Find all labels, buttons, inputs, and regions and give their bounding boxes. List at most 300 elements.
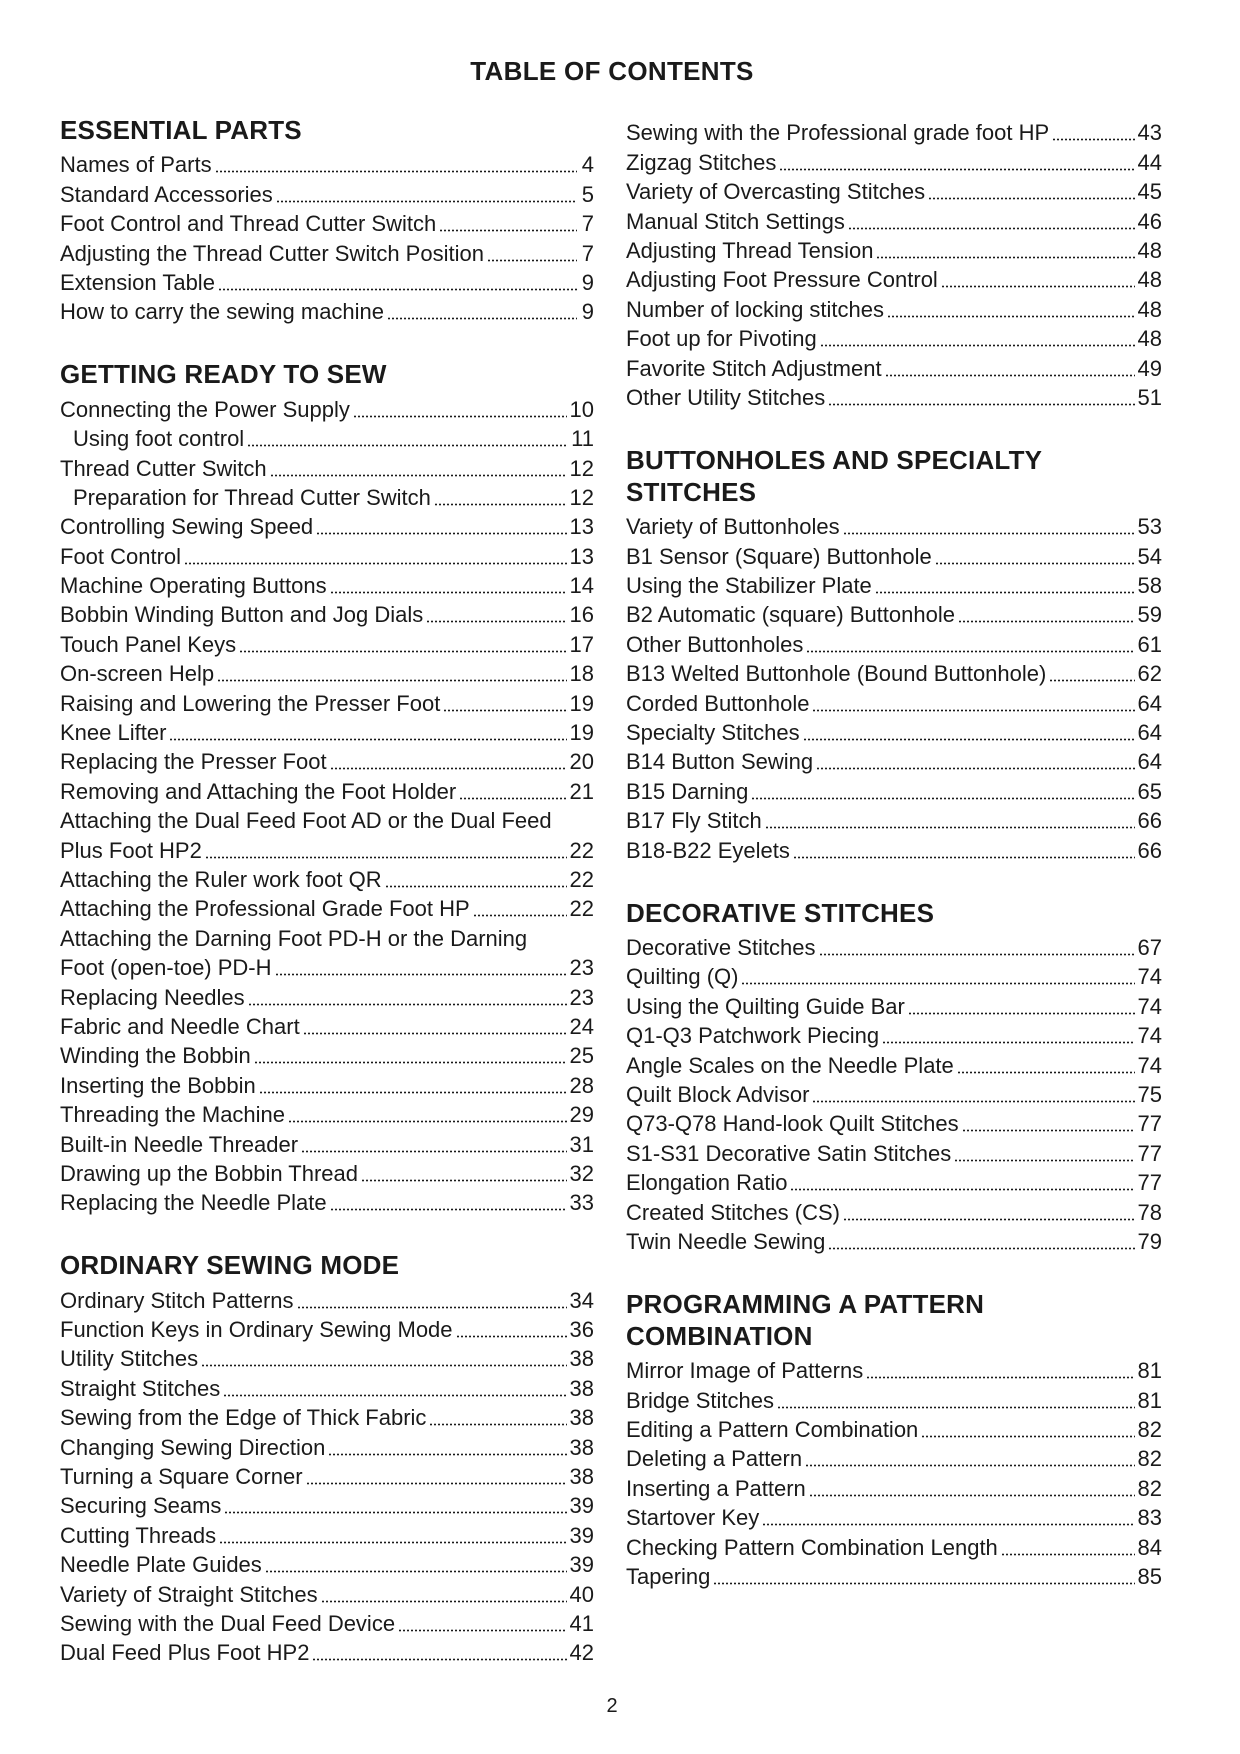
toc-entry[interactable] xyxy=(60,864,594,893)
dot-leader xyxy=(779,168,1134,171)
dot-leader xyxy=(843,532,1135,535)
toc-entry-page: 65 xyxy=(1137,778,1162,804)
dot-leader xyxy=(434,503,567,506)
toc-entry-title: Drawing up the Bobbin Thread xyxy=(60,1160,359,1186)
toc-entry-page: 62 xyxy=(1137,661,1162,687)
dot-leader xyxy=(301,1150,566,1153)
dot-leader xyxy=(1049,679,1134,682)
toc-entry-page: 48 xyxy=(1137,326,1162,352)
toc-entry-title: Touch Panel Keys xyxy=(60,631,237,657)
toc-entry-page: 29 xyxy=(569,1102,594,1128)
toc-entry[interactable] xyxy=(60,1069,594,1098)
toc-entry-title: Twin Needle Sewing xyxy=(626,1228,826,1254)
toc-entry-title: Attaching the Darning Foot PD-H or the Darning xyxy=(60,925,528,951)
toc-entry[interactable] xyxy=(626,1443,1162,1472)
toc-entry[interactable] xyxy=(60,296,594,325)
dot-leader xyxy=(303,1032,567,1035)
toc-entry-title: Mirror Image of Patterns xyxy=(626,1358,864,1384)
toc-entry[interactable] xyxy=(60,237,594,266)
toc-entry[interactable] xyxy=(60,687,594,716)
toc-entry[interactable] xyxy=(60,1519,594,1548)
toc-entry-page: 38 xyxy=(569,1375,594,1401)
dot-leader xyxy=(751,797,1134,800)
section-heading xyxy=(60,358,594,390)
toc-entry-title: Q73-Q78 Hand-look Quilt Stitches xyxy=(626,1111,959,1137)
dot-leader xyxy=(843,1218,1135,1221)
toc-entry-page: 82 xyxy=(1137,1446,1162,1472)
toc-entry-title: Machine Operating Buttons xyxy=(60,573,327,599)
toc-entry-title: Bridge Stitches xyxy=(626,1387,774,1413)
toc-entry-page: 59 xyxy=(1137,602,1162,628)
dot-leader xyxy=(219,1541,566,1544)
dot-leader xyxy=(806,650,1134,653)
toc-entry[interactable] xyxy=(626,1561,1162,1590)
toc-entry-page: 18 xyxy=(569,661,594,687)
toc-entry-title: Removing and Attaching the Foot Holder xyxy=(60,778,457,804)
toc-entry[interactable] xyxy=(60,599,594,628)
toc-entry[interactable] xyxy=(626,1531,1162,1560)
toc-entry-title: Favorite Stitch Adjustment xyxy=(626,355,882,381)
toc-entry-page: 28 xyxy=(569,1072,594,1098)
toc-entry-title: Manual Stitch Settings xyxy=(626,208,845,234)
toc-entry[interactable] xyxy=(626,1137,1162,1166)
toc-entry[interactable] xyxy=(60,1490,594,1519)
dot-leader xyxy=(297,1306,567,1309)
toc-entry-title: Raising and Lowering the Presser Foot xyxy=(60,690,441,716)
toc-entry[interactable] xyxy=(626,264,1162,293)
toc-entry[interactable] xyxy=(60,1343,594,1372)
toc-entry-page: 25 xyxy=(569,1043,594,1069)
toc-entry-title: Sewing from the Edge of Thick Fabric xyxy=(60,1405,427,1431)
dot-leader xyxy=(239,650,566,653)
toc-entry[interactable] xyxy=(626,961,1162,990)
toc-entry-title: Editing a Pattern Combination xyxy=(626,1417,919,1443)
toc-entry[interactable] xyxy=(60,1128,594,1157)
section-heading-line: STITCHES xyxy=(626,476,757,507)
toc-entry[interactable] xyxy=(626,834,1162,863)
toc-entry[interactable] xyxy=(60,1608,594,1637)
toc-entry[interactable] xyxy=(60,1637,594,1666)
toc-entry[interactable] xyxy=(60,452,594,481)
dot-leader xyxy=(1052,138,1134,141)
toc-entry-title: Changing Sewing Direction xyxy=(60,1434,326,1460)
toc-entry-title: Fabric and Needle Chart xyxy=(60,1013,300,1039)
dot-leader xyxy=(330,591,567,594)
toc-entry-line[interactable] xyxy=(60,805,594,834)
toc-entry[interactable] xyxy=(626,235,1162,264)
toc-entry[interactable] xyxy=(60,1431,594,1460)
section-heading-line: DECORATIVE STITCHES xyxy=(626,897,935,928)
toc-entry-page: 43 xyxy=(1137,120,1162,146)
toc-entry[interactable] xyxy=(60,717,594,746)
dot-leader xyxy=(812,709,1134,712)
toc-entry[interactable] xyxy=(626,382,1162,411)
toc-entry-page: 21 xyxy=(569,778,594,804)
toc-entry-title: Using foot control xyxy=(73,426,245,452)
toc-entry[interactable] xyxy=(626,511,1162,540)
dot-leader xyxy=(328,1453,566,1456)
toc-section xyxy=(60,358,594,1216)
dot-leader xyxy=(361,1179,567,1182)
toc-entry[interactable] xyxy=(626,117,1162,146)
toc-entry-title: Winding the Bobbin xyxy=(60,1043,251,1069)
toc-entry-page: 77 xyxy=(1137,1140,1162,1166)
toc-entry-page: 19 xyxy=(569,720,594,746)
section-heading-line: COMBINATION xyxy=(626,1320,813,1351)
toc-entry-page: 19 xyxy=(569,690,594,716)
toc-entry-page: 7 xyxy=(581,211,594,237)
toc-entry[interactable] xyxy=(60,1402,594,1431)
toc-right-column xyxy=(626,117,1162,1590)
section-heading-line: GETTING READY TO SEW xyxy=(60,359,387,390)
section-heading-line: PROGRAMMING A PATTERN xyxy=(626,1288,985,1319)
toc-entry[interactable] xyxy=(626,1502,1162,1531)
toc-entry-page: 64 xyxy=(1137,690,1162,716)
toc-entry-title: Decorative Stitches xyxy=(626,934,816,960)
toc-entry[interactable] xyxy=(60,981,594,1010)
dot-leader xyxy=(330,1208,567,1211)
toc-entry-title: Knee Lifter xyxy=(60,720,167,746)
dot-leader xyxy=(928,197,1134,200)
toc-entry-title: Sewing with the Professional grade foot HP xyxy=(626,120,1050,146)
section-heading xyxy=(60,114,594,146)
dot-leader xyxy=(353,415,567,418)
toc-entry-page: 38 xyxy=(569,1434,594,1460)
toc-entry-page: 17 xyxy=(569,631,594,657)
toc-entry[interactable] xyxy=(626,1108,1162,1137)
toc-entry[interactable] xyxy=(60,1578,594,1607)
toc-entry[interactable] xyxy=(60,208,594,237)
toc-entry-page: 12 xyxy=(569,455,594,481)
toc-entry[interactable] xyxy=(60,1284,594,1313)
dot-leader xyxy=(321,1600,567,1603)
dot-leader xyxy=(223,1394,566,1397)
toc-entry-title: Other Buttonholes xyxy=(626,631,804,657)
toc-entry-page: 11 xyxy=(571,426,594,452)
toc-entry-title: Attaching the Ruler work foot QR xyxy=(60,866,382,892)
toc-entry-title: Foot Control xyxy=(60,543,182,569)
toc-entry[interactable] xyxy=(60,267,594,296)
toc-entry-page: 5 xyxy=(581,181,594,207)
toc-entry-title: Attaching the Professional Grade Foot HP xyxy=(60,896,470,922)
toc-entry[interactable] xyxy=(60,628,594,657)
toc-entry-title: Using the Quilting Guide Bar xyxy=(626,993,905,1019)
toc-section xyxy=(626,1288,1162,1590)
dot-leader xyxy=(456,1335,567,1338)
toc-entry-page: 39 xyxy=(569,1552,594,1578)
dot-leader xyxy=(270,474,567,477)
toc-entry-title: B14 Button Sewing xyxy=(626,749,814,775)
toc-entry-page: 51 xyxy=(1137,384,1162,410)
dot-leader xyxy=(820,344,1135,347)
toc-entry-title: Foot up for Pivoting xyxy=(626,326,817,352)
toc-entry[interactable] xyxy=(626,1167,1162,1196)
toc-entry-page: 48 xyxy=(1137,237,1162,263)
toc-entry-page: 82 xyxy=(1137,1417,1162,1443)
toc-entry-page: 84 xyxy=(1137,1534,1162,1560)
dot-leader xyxy=(312,1658,566,1661)
toc-entry-title: Cutting Threads xyxy=(60,1522,217,1548)
toc-entry[interactable] xyxy=(626,352,1162,381)
toc-entry[interactable] xyxy=(60,834,594,863)
toc-entry-title: Variety of Buttonholes xyxy=(626,514,840,540)
toc-entry[interactable] xyxy=(60,511,594,540)
toc-entry-title: Quilting (Q) xyxy=(626,964,739,990)
toc-entry-title: Inserting a Pattern xyxy=(626,1475,806,1501)
toc-entry[interactable] xyxy=(626,570,1162,599)
toc-entry[interactable] xyxy=(60,775,594,804)
toc-entry-title: Threading the Machine xyxy=(60,1102,286,1128)
toc-entry[interactable] xyxy=(60,893,594,922)
toc-entry-title: Dual Feed Plus Foot HP2 xyxy=(60,1640,310,1666)
dot-leader xyxy=(247,444,568,447)
toc-entry-title: B18-B22 Eyelets xyxy=(626,837,790,863)
toc-list xyxy=(626,1355,1162,1590)
toc-entry-title: Connecting the Power Supply xyxy=(60,396,350,422)
toc-entry-title: Thread Cutter Switch xyxy=(60,455,267,481)
toc-entry[interactable] xyxy=(626,775,1162,804)
toc-entry-title: Replacing the Needle Plate xyxy=(60,1190,327,1216)
toc-entry[interactable] xyxy=(626,205,1162,234)
dot-leader xyxy=(248,1003,567,1006)
dot-leader xyxy=(288,1120,566,1123)
dot-leader xyxy=(875,591,1135,594)
toc-entry[interactable] xyxy=(626,1472,1162,1501)
toc-entry-title: B13 Welted Buttonhole (Bound Buttonhole) xyxy=(626,661,1047,687)
toc-entry[interactable] xyxy=(626,1384,1162,1413)
toc-entry[interactable] xyxy=(60,393,594,422)
section-heading-line: BUTTONHOLES AND SPECIALTY xyxy=(626,444,1043,475)
dot-leader xyxy=(803,738,1135,741)
toc-entry-page: 85 xyxy=(1137,1564,1162,1590)
toc-entry-page: 13 xyxy=(569,514,594,540)
toc-entry-title: B15 Darning xyxy=(626,778,749,804)
dot-leader xyxy=(713,1582,1134,1585)
toc-entry-page: 61 xyxy=(1137,631,1162,657)
toc-section xyxy=(626,444,1162,864)
toc-entry-title: Zigzag Stitches xyxy=(626,149,777,175)
toc-entry-title: On-screen Help xyxy=(60,661,215,687)
toc-entry-page: 82 xyxy=(1137,1475,1162,1501)
toc-entry[interactable] xyxy=(626,599,1162,628)
toc-entry[interactable] xyxy=(626,990,1162,1019)
toc-entry[interactable] xyxy=(60,1372,594,1401)
toc-entry-page: 67 xyxy=(1137,934,1162,960)
toc-entry-page: 53 xyxy=(1137,514,1162,540)
toc-entry[interactable] xyxy=(626,1196,1162,1225)
toc-entry[interactable] xyxy=(60,1549,594,1578)
toc-entry-page: 77 xyxy=(1137,1170,1162,1196)
dot-leader xyxy=(941,285,1135,288)
toc-entry-page: 38 xyxy=(569,1464,594,1490)
toc-entry-title: Extension Table xyxy=(60,269,215,295)
dot-leader xyxy=(459,797,566,800)
toc-entry-title: Adjusting Thread Tension xyxy=(626,237,874,263)
dot-leader xyxy=(866,1376,1134,1379)
dot-leader xyxy=(443,709,566,712)
dot-leader xyxy=(265,1570,567,1573)
toc-entry-page: 42 xyxy=(569,1640,594,1666)
toc-entry-page: 4 xyxy=(581,152,594,178)
toc-entry-page: 38 xyxy=(569,1405,594,1431)
toc-entry-page: 39 xyxy=(569,1493,594,1519)
toc-entry[interactable] xyxy=(626,146,1162,175)
toc-entry[interactable] xyxy=(626,805,1162,834)
toc-entry[interactable] xyxy=(60,178,594,207)
toc-entry[interactable] xyxy=(60,1314,594,1343)
dot-leader xyxy=(885,374,1135,377)
toc-entry-title: Function Keys in Ordinary Sewing Mode xyxy=(60,1317,453,1343)
dot-leader xyxy=(921,1435,1134,1438)
toc-entry[interactable] xyxy=(60,149,594,178)
toc-entry[interactable] xyxy=(60,1461,594,1490)
toc-entry-page: 79 xyxy=(1137,1228,1162,1254)
toc-entry[interactable] xyxy=(626,717,1162,746)
dot-leader xyxy=(958,620,1135,623)
toc-entry-page: 78 xyxy=(1137,1199,1162,1225)
toc-entry-page: 16 xyxy=(569,602,594,628)
dot-leader xyxy=(215,170,577,173)
dot-leader xyxy=(275,973,567,976)
toc-entry-page: 41 xyxy=(569,1610,594,1636)
toc-entry-page: 22 xyxy=(569,896,594,922)
toc-list xyxy=(626,117,1162,411)
toc-entry-page: 74 xyxy=(1137,1052,1162,1078)
dot-leader xyxy=(316,532,566,535)
toc-entry-page: 22 xyxy=(569,866,594,892)
section-heading-line: ESSENTIAL PARTS xyxy=(60,115,302,145)
dot-leader xyxy=(819,953,1135,956)
dot-leader xyxy=(765,826,1135,829)
dot-leader xyxy=(218,288,577,291)
toc-entry[interactable] xyxy=(626,1226,1162,1255)
toc-entry-page: 74 xyxy=(1137,1023,1162,1049)
dot-leader xyxy=(805,1464,1134,1467)
dot-leader xyxy=(848,227,1135,230)
toc-entry-title: Replacing the Presser Foot xyxy=(60,749,327,775)
toc-entry-page: 14 xyxy=(569,573,594,599)
toc-entry-page: 24 xyxy=(569,1013,594,1039)
toc-section xyxy=(60,114,594,325)
toc-list xyxy=(60,393,594,1216)
toc-entry[interactable] xyxy=(626,658,1162,687)
toc-entry-title: Replacing Needles xyxy=(60,984,245,1010)
toc-entry-page: 66 xyxy=(1137,808,1162,834)
toc-left-column xyxy=(60,114,594,1666)
dot-leader xyxy=(487,259,577,262)
toc-entry[interactable] xyxy=(626,293,1162,322)
page-number: 2 xyxy=(606,1695,618,1717)
toc-entry[interactable] xyxy=(60,952,594,981)
toc-entry-title: Variety of Overcasting Stitches xyxy=(626,179,926,205)
toc-entry-title: Names of Parts xyxy=(60,152,212,178)
toc-entry-title: Elongation Ratio xyxy=(626,1170,788,1196)
toc-entry[interactable] xyxy=(626,323,1162,352)
dot-leader xyxy=(426,620,566,623)
toc-section xyxy=(626,117,1162,411)
dot-leader xyxy=(398,1629,566,1632)
toc-entry[interactable] xyxy=(60,1099,594,1128)
toc-entry-page: 58 xyxy=(1137,573,1162,599)
toc-entry-line[interactable] xyxy=(60,922,594,951)
toc-entry-page: 22 xyxy=(569,837,594,863)
toc-entry[interactable] xyxy=(60,482,594,511)
toc-entry-title: Angle Scales on the Needle Plate xyxy=(626,1052,954,1078)
dot-leader xyxy=(387,317,577,320)
toc-entry-title: Corded Buttonhole xyxy=(626,690,810,716)
dot-leader xyxy=(473,914,567,917)
toc-entry-page: 66 xyxy=(1137,837,1162,863)
toc-entry[interactable] xyxy=(626,628,1162,657)
toc-entry-title: Plus Foot HP2 xyxy=(60,837,202,863)
toc-entry-title: Variety of Straight Stitches xyxy=(60,1581,318,1607)
toc-list xyxy=(60,1284,594,1666)
toc-entry[interactable] xyxy=(60,658,594,687)
toc-entry[interactable] xyxy=(60,1187,594,1216)
toc-entry[interactable] xyxy=(626,540,1162,569)
toc-entry[interactable] xyxy=(626,932,1162,961)
dot-leader xyxy=(957,1071,1135,1074)
toc-entry-title: B2 Automatic (square) Buttonhole xyxy=(626,602,955,628)
toc-entry-title: B1 Sensor (Square) Buttonhole xyxy=(626,543,932,569)
toc-entry-title: Sewing with the Dual Feed Device xyxy=(60,1610,396,1636)
dot-leader xyxy=(201,1364,566,1367)
toc-entry[interactable] xyxy=(626,687,1162,716)
toc-entry[interactable] xyxy=(60,1011,594,1040)
toc-entry[interactable] xyxy=(60,570,594,599)
toc-entry-page: 9 xyxy=(581,269,594,295)
toc-entry-title: Straight Stitches xyxy=(60,1375,221,1401)
dot-leader xyxy=(876,256,1134,259)
toc-entry-page: 75 xyxy=(1137,1081,1162,1107)
toc-entry-page: 7 xyxy=(581,240,594,266)
toc-entry-title: S1-S31 Decorative Satin Stitches xyxy=(626,1140,952,1166)
toc-entry-title: Deleting a Pattern xyxy=(626,1446,803,1472)
dot-leader xyxy=(741,982,1134,985)
dot-leader xyxy=(259,1091,567,1094)
toc-entry[interactable] xyxy=(60,423,594,452)
toc-entry-title: Number of locking stitches xyxy=(626,296,884,322)
toc-entry[interactable] xyxy=(60,540,594,569)
toc-entry-page: 23 xyxy=(569,955,594,981)
toc-entry[interactable] xyxy=(60,1158,594,1187)
toc-entry[interactable] xyxy=(626,1414,1162,1443)
dot-leader xyxy=(254,1061,567,1064)
toc-entry[interactable] xyxy=(60,1040,594,1069)
toc-entry-page: 32 xyxy=(569,1160,594,1186)
toc-entry[interactable] xyxy=(626,1049,1162,1078)
toc-entry[interactable] xyxy=(626,176,1162,205)
toc-entry-page: 31 xyxy=(569,1131,594,1157)
toc-entry[interactable] xyxy=(626,1020,1162,1049)
toc-entry-title: Using the Stabilizer Plate xyxy=(626,573,872,599)
dot-leader xyxy=(439,229,577,232)
toc-entry-title: Turning a Square Corner xyxy=(60,1464,303,1490)
dot-leader xyxy=(184,562,566,565)
toc-entry[interactable] xyxy=(626,1079,1162,1108)
toc-entry-page: 44 xyxy=(1137,149,1162,175)
toc-entry-title: Tapering xyxy=(626,1564,711,1590)
toc-entry-title: Checking Pattern Combination Length xyxy=(626,1534,998,1560)
toc-entry-page: 10 xyxy=(569,396,594,422)
dot-leader xyxy=(828,403,1134,406)
toc-entry-title: Foot Control and Thread Cutter Switch xyxy=(60,211,437,237)
toc-entry[interactable] xyxy=(626,746,1162,775)
dot-leader xyxy=(306,1482,567,1485)
dot-leader xyxy=(777,1406,1135,1409)
toc-entry[interactable] xyxy=(626,1355,1162,1384)
toc-entry[interactable] xyxy=(60,746,594,775)
